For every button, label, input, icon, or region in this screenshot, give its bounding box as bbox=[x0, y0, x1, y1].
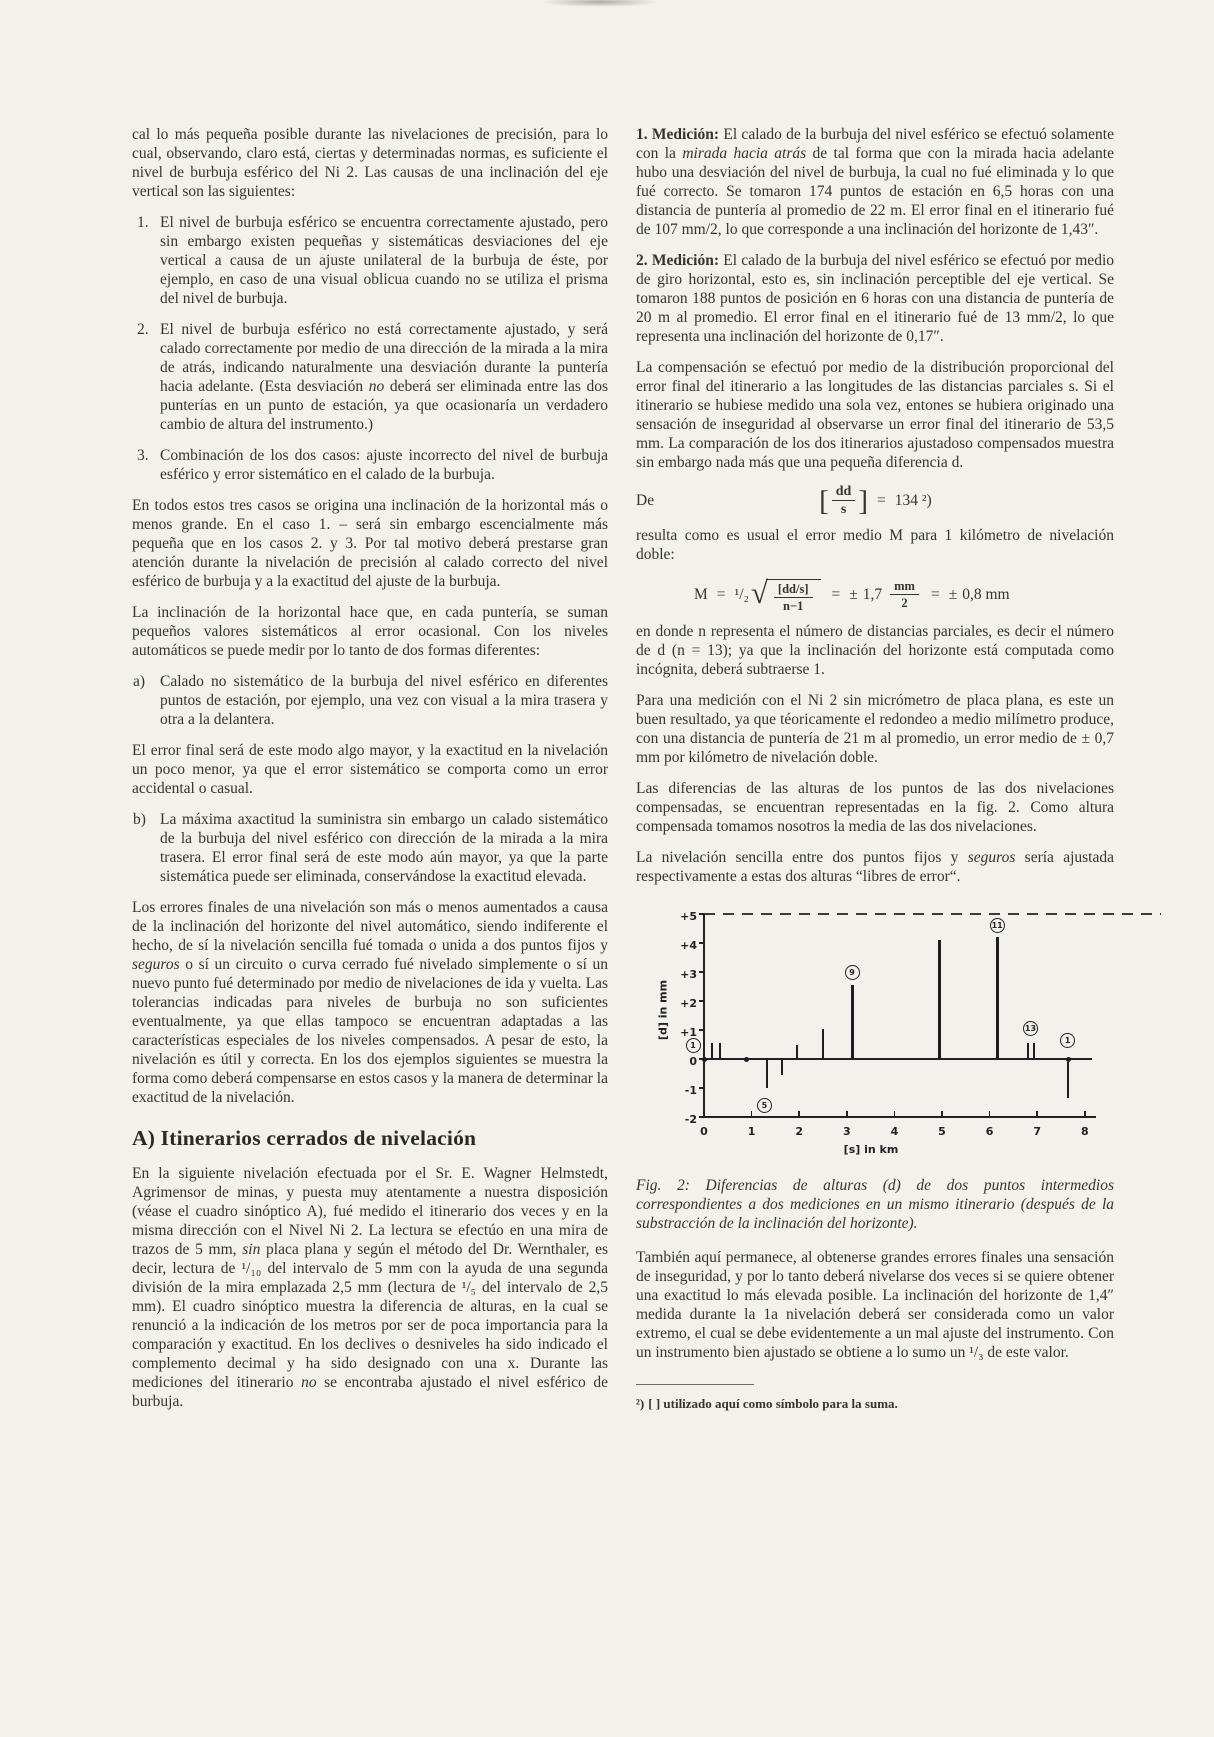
fraction-mm-2 bbox=[890, 579, 919, 610]
paragraph-medicion-1 bbox=[636, 125, 1114, 239]
footnote-rule bbox=[636, 1384, 754, 1385]
paragraph-text: Los errores finales de una nivelación son más o menos aumentados a causa de la inclinación del horizonte del nivel automático, siendo indiferente el hecho, de sí la nivelación sencilla fué tomada o unida a dos puntos fijos y bbox=[132, 899, 608, 954]
x-tick-mark bbox=[703, 1111, 705, 1117]
paragraph-text-emphasis: seguros bbox=[132, 956, 180, 973]
y-tick-mark bbox=[699, 1029, 704, 1031]
item-text: deberá ser eliminada entre las dos punterías en un punto de estación, ya que ocasionaría un verdadero cambio de altura del instrumento.) bbox=[160, 378, 608, 433]
fraction-dds-n1 bbox=[774, 582, 813, 613]
paragraph-lead: 1. Medición: bbox=[636, 126, 720, 143]
fraction-numerator: mm bbox=[890, 579, 919, 595]
zero-dot bbox=[744, 1057, 749, 1062]
equals-sign: = bbox=[716, 586, 726, 603]
chart-stem bbox=[766, 1059, 768, 1088]
paragraph-intro bbox=[132, 125, 608, 201]
x-tick-label: 4 bbox=[890, 1125, 899, 1138]
point-label: 9 bbox=[845, 965, 860, 980]
paragraph-text: El calado de la burbuja del nivel esférico se efectuó por medio de giro horizontal, esto es, sin inclinación perceptible del eje vertical. Se tomaron 188 puntos de posición en 6 horas con una distancia de puntería de 20 m al promedio. El error final en el itinerario fué de 13 mm/2, lo que representa una inclinación del horizonte de 0,17″. bbox=[636, 252, 1114, 345]
item-text: El nivel de burbuja esférico se encuentra correctamente ajustado, pero sin embargo existen pequeñas y sistemáticas desviaciones del eje vertical a causa de un ajuste unilateral de la burbuja de éste, por ejemplo, en caso de una visual oblicua cuando no se utiliza el prisma del nivel de burbuja. bbox=[160, 214, 608, 307]
x-tick-mark bbox=[1084, 1111, 1086, 1117]
y-tick-label: +5 bbox=[680, 910, 697, 923]
item-number: 1. bbox=[137, 214, 149, 231]
item-number: 3. bbox=[137, 447, 149, 464]
x-tick-label: 7 bbox=[1033, 1125, 1042, 1138]
chart-stem bbox=[1027, 1043, 1029, 1059]
formula-value: 1,7 bbox=[862, 586, 883, 603]
chart-stem bbox=[781, 1059, 783, 1075]
paragraph-nivelacion-sencilla bbox=[636, 848, 1114, 886]
item-text: Calado no sistemático de la burbuja del nivel esférico en diferentes puntos de estación, por ejemplo, una vez con visual a la mira trasera y otra a la delantera. bbox=[160, 673, 608, 728]
y-tick-mark bbox=[699, 971, 704, 973]
numbered-item-1 bbox=[132, 213, 608, 308]
footnote-marker: ²) bbox=[636, 1396, 645, 1411]
paragraph-text: En todos estos tres casos se origina una inclinación de la horizontal más o menos grande. En el caso 1. – será sin embargo escencialmente más pequeña que en los casos 2. y 3. Por tal motivo deberá prestarse gran atención durante la nivelación de precisión al calado correcto del nivel esférico de burbuja y a la exactitud del ajuste de la burbuja. bbox=[132, 497, 608, 590]
x-tick-mark bbox=[1036, 1111, 1038, 1117]
paragraph-text-emphasis: seguros bbox=[967, 849, 1016, 866]
paragraph-text: cal lo más pequeña posible durante las nivelaciones de precisión, para lo cual, observando, claro está, ciertas y determinadas normas, es suficiente el nivel de burbuja esférico del Ni 2. Las causas de una inclinación del eje vertical son las siguientes: bbox=[132, 126, 608, 200]
chart-stem bbox=[796, 1045, 798, 1060]
x-tick-label: 3 bbox=[842, 1125, 851, 1138]
y-tick-label: +2 bbox=[680, 997, 697, 1010]
fraction-denominator: s bbox=[840, 502, 847, 517]
paragraph-resulta bbox=[636, 526, 1114, 564]
y-tick-mark bbox=[699, 942, 704, 944]
x-tick-label: 5 bbox=[938, 1125, 946, 1138]
y-tick-mark bbox=[699, 913, 704, 915]
paragraph-text: La compensación se efectuó por medio de la distribución proporcional del error final del itinerario a las longitudes de las distancias parciales s. Si el itinerario se hubiese medido una sola vez, entones se hubiera originado una sensación de inseguridad al observarse un error final del itinerario de 53,5 mm. La comparación de los dos itinerarios ajustadoso compensados muestra sin embargo nada más que una pequeña diferencia d. bbox=[636, 359, 1114, 471]
formula-lhs: M bbox=[694, 586, 708, 603]
plus-minus-sign: ± bbox=[948, 586, 958, 603]
x-axis-label: [s] in km bbox=[843, 1143, 899, 1156]
fraction-numerator: dd bbox=[832, 484, 856, 501]
paragraph-text: Las diferencias de las alturas de los puntos de las dos nivelaciones compensadas, se encuentran representadas en la fig. 2. Como altura compensada tomamos nosotros la media de las dos nivelaciones. bbox=[636, 780, 1114, 835]
paragraph-text: La nivelación sencilla entre dos puntos fijos y bbox=[636, 849, 968, 866]
paragraph-lead: 2. Medición: bbox=[636, 252, 720, 269]
formula-suma-dd-s bbox=[636, 484, 1114, 517]
plus-minus-sign: ± bbox=[849, 586, 858, 603]
paragraph-tres-casos bbox=[132, 496, 608, 591]
chart-stem bbox=[1033, 1043, 1035, 1059]
x-tick-label: 6 bbox=[985, 1125, 994, 1138]
radicand bbox=[766, 579, 821, 613]
fraction-denominator: n−1 bbox=[783, 599, 804, 613]
paragraph-text: La inclinación de la horizontal hace que, en cada puntería, se suman pequeños valores sistemáticos al error ocasional. Con los niveles automáticos se puede medir por lo tanto de dos formas diferentes: bbox=[132, 604, 608, 659]
paragraph-medicion-2 bbox=[636, 251, 1114, 346]
paragraph-siguiente-nivelacion bbox=[132, 1164, 608, 1411]
point-label: 1 bbox=[686, 1038, 701, 1053]
fraction-denominator: 2 bbox=[901, 596, 908, 610]
item-letter: b) bbox=[133, 811, 146, 828]
point-label: 1 bbox=[1060, 1033, 1075, 1048]
x-tick-label: 1 bbox=[747, 1125, 756, 1138]
open-bracket: [ bbox=[819, 484, 829, 517]
radical-sign: √ bbox=[750, 575, 768, 610]
equals-sign: = bbox=[831, 586, 841, 603]
point-label: 13 bbox=[1023, 1021, 1038, 1036]
square-root bbox=[751, 576, 821, 613]
paragraph-text: en donde n representa el número de distancias parciales, es decir el número de d (n = 13); ya que la inclinación del horizonte está computada como incógnita, deberá subtraerse 1. bbox=[636, 623, 1114, 678]
fraction-numerator: [dd/s] bbox=[774, 582, 813, 598]
formula-expression bbox=[819, 484, 932, 517]
zero-dot bbox=[1066, 1057, 1071, 1062]
equals-sign: = bbox=[877, 492, 886, 509]
y-tick-label: -2 bbox=[684, 1113, 697, 1126]
one-half: ¹/₂ bbox=[734, 586, 749, 603]
paragraph-en-donde bbox=[636, 622, 1114, 679]
paragraph-text: Para una medición con el Ni 2 sin micrómetro de placa plana, es este un buen resultado, ya que téoricamente el redondeo a medio milímetro produce, con una distancia de puntería de 21 m al promedio, un error medio de ± 0,7 mm por kilómetro de nivelación doble. bbox=[636, 692, 1114, 766]
paragraph-compensacion bbox=[636, 358, 1114, 472]
y-tick-mark bbox=[699, 1000, 704, 1002]
chart-stem bbox=[711, 1043, 713, 1059]
chart-stem bbox=[851, 985, 854, 1059]
x-tick-mark bbox=[798, 1111, 800, 1117]
point-label: 11 bbox=[990, 918, 1005, 933]
x-tick-mark bbox=[894, 1111, 896, 1117]
y-tick-label: +4 bbox=[680, 939, 697, 952]
paragraph-text: resulta como es usual el error medio M para 1 kilómetro de nivelación doble: bbox=[636, 527, 1114, 563]
item-text: El nivel de burbuja esférico no está correctamente ajustado, y será calado correctamente por medio de una dirección de la mirada a la mira de atrás, indicando naturalmente una desviación durante la puntería hacia adelante. (Esta desviación bbox=[160, 321, 608, 395]
figure-caption: Fig. 2: Diferencias de alturas (d) de dos puntos intermedios correspondientes a dos mediciones en un mismo itinerario (después de la substracción de la inclinación del horizonte). bbox=[636, 1177, 1114, 1232]
section-heading: A) Itinerarios cerrados de nivelación bbox=[132, 1126, 477, 1150]
formula-lead: De bbox=[636, 492, 655, 509]
paragraph-text: El error final será de este modo algo mayor, y la exactitud en la nivelación un poco menor, ya que el error sistemático se comporta como un error accidental o casual. bbox=[132, 742, 608, 797]
item-text: Combinación de los dos casos: ajuste incorrecto del nivel de burbuja esférico y error sistemático en el calado de la burbuja. bbox=[160, 447, 608, 483]
chart-stem bbox=[938, 940, 942, 1059]
lettered-item-b bbox=[132, 810, 608, 886]
fraction-dd-s bbox=[832, 484, 856, 517]
y-tick-label: -1 bbox=[684, 1084, 697, 1097]
left-column bbox=[132, 125, 608, 1423]
lettered-item-a bbox=[132, 672, 608, 729]
paragraph-para-medicion bbox=[636, 691, 1114, 767]
x-tick-mark bbox=[751, 1111, 753, 1117]
paragraph-text: o sí un circuito o curva cerrado fué nivelado simplemente o sí un nuevo punto fué determinado por medio de nivelaciones de ida y vuelta. Las tolerancias indicadas para niveles de burbuja no son suficientes eventualmente, ya que ellas tampoco se encuentran adaptadas a las características especiales de los niveles compensados. A pesar de esto, la nivelación es útil y correcta. En los dos ejemplos siguientes se muestra la forma como deberá compensarse en estos casos y la manera de determinar la exactitud de la nivelación. bbox=[132, 956, 608, 1106]
right-column bbox=[636, 125, 1114, 1413]
paragraph-text: sería ajustada respectivamente a estas dos alturas “libres de error“. bbox=[636, 849, 1114, 885]
paragraph-text: También aquí permanece, al obtenerse grandes errores finales una sensación de inseguridad, y por lo tanto deberá nivelarse dos veces si se quiere obtener una exactitud lo más elevada posible. La inclinación del horizonte de 1,4″ medida durante la 1a nivelación deberá ser considerada como un valor extremo, el cual se debe evidentemente a un mal ajuste del instrumento. Con un instrumento bien ajustado se obtiene a lo sumo un ¹/₃ de este valor. bbox=[636, 1249, 1114, 1361]
footnote-text: [ ] utilizado aquí como símbolo para la suma. bbox=[648, 1396, 898, 1411]
item-text-emphasis: no bbox=[368, 378, 385, 395]
point-label: 5 bbox=[757, 1098, 772, 1113]
item-letter: a) bbox=[133, 673, 146, 690]
figure-2-chart bbox=[636, 906, 1114, 1166]
paragraph-inclinacion bbox=[132, 603, 608, 660]
dashed-reference-line bbox=[704, 913, 1161, 915]
y-tick-label: +1 bbox=[680, 1026, 697, 1039]
item-number: 2. bbox=[137, 321, 149, 338]
paragraph-text: se encontraba ajustado el nivel esférico de burbuja. bbox=[132, 1374, 608, 1410]
y-tick-label: +3 bbox=[680, 968, 697, 981]
x-tick-label: 2 bbox=[795, 1125, 804, 1138]
close-bracket: ] bbox=[858, 484, 868, 517]
zero-dot bbox=[702, 1057, 707, 1062]
scan-smudge bbox=[540, 0, 660, 7]
formula-error-medio bbox=[636, 576, 1114, 613]
paragraph-text-emphasis: no bbox=[301, 1374, 317, 1391]
numbered-item-2 bbox=[132, 320, 608, 434]
paragraph-diferencias bbox=[636, 779, 1114, 836]
formula-result: 134 ²) bbox=[894, 492, 932, 509]
y-tick-label: 0 bbox=[689, 1055, 697, 1068]
formula-result: 0,8 mm bbox=[962, 586, 1010, 603]
paragraph-text: placa plana y según el método del Dr. Wernthaler, es decir, lectura de ¹/₁₀ del intervalo de 5 mm con la ayuda de una segunda división de la mira emplazada 2,5 mm (lectura de ¹/₅ del intervalo de 2,5 mm). El cuadro sinóptico muestra la diferencia de alturas, en la cual se renunció a la indicación de los metros por ser de poca importancia para la comparación y exactitud. En los declives o desniveles ha sido indicado el complemento decimal y ha sido designado con una x. Durante las mediciones del itinerario bbox=[132, 1241, 608, 1391]
x-tick-label: 0 bbox=[700, 1125, 708, 1138]
y-tick-mark bbox=[699, 1087, 704, 1089]
paragraph-text: En la siguiente nivelación efectuada por el Sr. E. Wagner Helmstedt, Agrimensor de minas, y puesta muy atentamente a nuestra disposición (véase el cuadro sinóptico A), fué medido el itinerario dos veces y en la misma dirección con el Nivel Ni 2. La lectura se efectúo en una mira de trazos de 5 mm, bbox=[132, 1165, 608, 1258]
chart-stem bbox=[719, 1043, 721, 1059]
chart-stem bbox=[822, 1029, 824, 1059]
chart-stem bbox=[1067, 1062, 1069, 1098]
x-tick-label: 8 bbox=[1080, 1125, 1089, 1138]
paragraph-tambien bbox=[636, 1248, 1114, 1362]
paragraph-text-emphasis: mirada hacia atrás bbox=[682, 145, 807, 162]
y-axis-label: [d] in mm bbox=[656, 979, 670, 1041]
equals-sign: = bbox=[930, 586, 940, 603]
numbered-item-3 bbox=[132, 446, 608, 484]
x-tick-mark bbox=[941, 1111, 943, 1117]
paragraph-text: de tal forma que con la mirada hacia adelante hubo una desviación del nivel de burbuja, la cual no fué eliminada y lo que fué correcto. Se tomaron 174 puntos de estación en 6,5 horas con una distancia de puntería al promedio de 22 m. El error final en el itinerario fué de 107 mm/2, lo que corresponde a una inclinación del horizonte de 1,43″. bbox=[636, 145, 1114, 238]
paragraph-errores-finales bbox=[132, 898, 608, 1107]
paragraph-text: El calado de la burbuja del nivel esférico se efectuó solamente con la bbox=[636, 126, 1114, 162]
x-tick-mark bbox=[989, 1111, 991, 1117]
footnote bbox=[636, 1394, 1114, 1413]
paragraph-error-final bbox=[132, 741, 608, 798]
chart-stem bbox=[996, 937, 1000, 1059]
paragraph-text-emphasis: sin bbox=[242, 1241, 261, 1258]
x-tick-mark bbox=[846, 1111, 848, 1117]
item-text: La máxima axactitud la suministra sin embargo un calado sistemático de la burbuja del nivel esférico con dirección de la mirada a la mira trasera. El error final será de este modo aún mayor, ya que la parte sistemática puede ser eliminada, conservándose la exactitud elevada. bbox=[160, 811, 608, 885]
